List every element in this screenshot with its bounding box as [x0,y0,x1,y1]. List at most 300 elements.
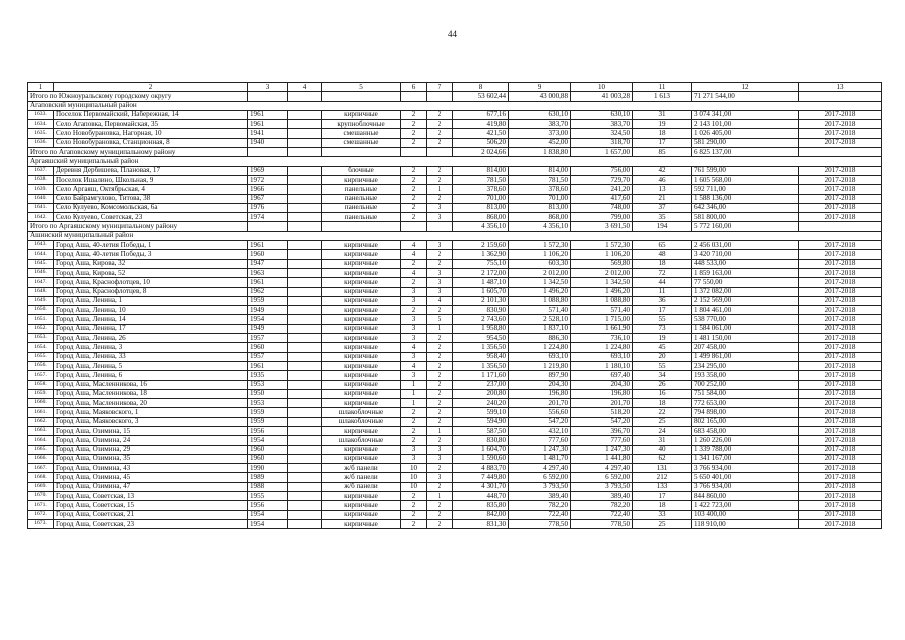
floors-cell: 3 [401,287,427,296]
column-number-cell: 1 [28,83,54,92]
area-cell: 1 590,60 [453,454,509,463]
area-cell: 419,80 [453,120,509,129]
empty-cell [288,389,322,398]
period-cell: 2017-2018 [799,175,882,184]
empty-cell [799,148,882,157]
area-cell: 240,20 [453,399,509,408]
area-premises-cell: 1 572,30 [509,241,571,250]
period-cell: 2017-2018 [799,120,882,129]
empty-cell [427,222,453,231]
floors-cell: 4 [401,241,427,250]
residents-cell: 36 [633,296,692,305]
area-cell: 1 958,80 [453,324,509,333]
period-cell: 2017-2018 [799,492,882,501]
row-number: 1661. [28,408,54,417]
area-residential-cell: 201,70 [571,399,633,408]
entrances-cell: 2 [427,343,453,352]
cost-cell: 844 860,00 [692,492,799,501]
entrances-cell: 2 [427,259,453,268]
period-cell: 2017-2018 [799,166,882,175]
residents-cell: 46 [633,175,692,184]
year-cell: 1961 [248,278,288,287]
area-residential-cell: 1 180,10 [571,361,633,370]
area-residential-cell: 196,80 [571,389,633,398]
entrances-cell: 2 [427,361,453,370]
wall-material-cell: ж/б панели [322,482,401,491]
empty-cell [288,473,322,482]
empty-cell [288,185,322,194]
row-number: 1658. [28,380,54,389]
address-cell: Деревня Дербишева, Плановая, 17 [54,166,248,175]
wall-material-cell: кирпичные [322,371,401,380]
row-number: 1657. [28,371,54,380]
empty-cell [288,241,322,250]
table-row [28,175,882,184]
wall-material-cell: кирпичные [322,380,401,389]
cost-cell: 642 346,00 [692,203,799,212]
table-row [28,352,882,361]
empty-cell [288,259,322,268]
district-section-row [28,101,882,110]
area-premises-cell: 1 224,80 [509,343,571,352]
residents-cell: 31 [633,110,692,119]
row-number: 1672. [28,510,54,519]
address-cell: Город Аша, Советская, 13 [54,492,248,501]
area-residential-cell: 518,20 [571,408,633,417]
residents-cell: 11 [633,287,692,296]
address-cell: Город Аша, Ленина, 14 [54,315,248,324]
area-residential-cell: 1 715,00 [571,315,633,324]
floors-cell: 2 [401,259,427,268]
wall-material-cell: шлакоблочные [322,436,401,445]
entrances-cell: 2 [427,352,453,361]
row-number: 1636. [28,138,54,147]
table-row [28,129,882,138]
area-premises-cell: 389,40 [509,492,571,501]
address-cell: Город Аша, Маяковского, 1 [54,408,248,417]
area-premises-cell: 1 247,30 [509,445,571,454]
wall-material-cell: кирпичные [322,454,401,463]
row-number: 1662. [28,417,54,426]
column-number-cell: 7 [427,83,453,92]
wall-material-cell: шлакоблочные [322,417,401,426]
year-cell: 1953 [248,380,288,389]
residents-cell: 13 [633,185,692,194]
area-premises-cell: 701,00 [509,194,571,203]
year-cell: 1956 [248,501,288,510]
row-number: 1639. [28,185,54,194]
entrances-cell: 1 [427,492,453,501]
total-area-residential: 1 657,00 [571,148,633,157]
area-premises-cell: 778,50 [509,519,571,528]
year-cell: 1957 [248,334,288,343]
period-cell: 2017-2018 [799,361,882,370]
year-cell: 1962 [248,287,288,296]
entrances-cell: 2 [427,519,453,528]
district-total-row [28,148,882,157]
residents-cell: 18 [633,501,692,510]
table-row [28,519,882,528]
row-number: 1663. [28,426,54,435]
period-cell: 2017-2018 [799,268,882,277]
area-premises-cell: 2 012,00 [509,268,571,277]
total-area-premises: 1 838,80 [509,148,571,157]
cost-cell: 2 152 569,00 [692,296,799,305]
entrances-cell: 3 [427,454,453,463]
address-cell: Город Аша, Озимина, 35 [54,454,248,463]
floors-cell: 2 [401,110,427,119]
row-number: 1664. [28,436,54,445]
district-name: Ашинский муниципальный район [28,231,882,240]
wall-material-cell: панельные [322,203,401,212]
area-cell: 448,70 [453,492,509,501]
floors-cell: 2 [401,501,427,510]
row-number: 1646. [28,268,54,277]
area-premises-cell: 1 219,80 [509,361,571,370]
residents-cell: 55 [633,361,692,370]
total-area-premises: 4 356,10 [509,222,571,231]
row-number: 1645. [28,259,54,268]
entrances-cell: 3 [427,203,453,212]
total-area: 53 602,44 [453,92,509,101]
area-residential-cell: 748,00 [571,203,633,212]
table-row [28,250,882,259]
period-cell: 2017-2018 [799,343,882,352]
period-cell: 2017-2018 [799,278,882,287]
row-number: 1633. [28,110,54,119]
floors-cell: 2 [401,185,427,194]
row-number: 1652. [28,324,54,333]
table-row [28,334,882,343]
table-row [28,482,882,491]
area-cell: 677,16 [453,110,509,119]
area-premises-cell: 814,00 [509,166,571,175]
district-total-row [28,222,882,231]
area-residential-cell: 1 572,30 [571,241,633,250]
empty-cell [288,296,322,305]
residents-cell: 40 [633,445,692,454]
row-number: 1673. [28,519,54,528]
cost-cell: 77 550,00 [692,278,799,287]
entrances-cell: 2 [427,408,453,417]
empty-cell [288,194,322,203]
period-cell: 2017-2018 [799,194,882,203]
area-cell: 868,00 [453,213,509,222]
empty-cell [288,110,322,119]
area-residential-cell: 571,40 [571,306,633,315]
column-number-cell: 13 [799,83,882,92]
cost-cell: 1 859 163,00 [692,268,799,277]
period-cell: 2017-2018 [799,241,882,250]
column-number-cell: 8 [453,83,509,92]
period-cell: 2017-2018 [799,334,882,343]
area-premises-cell: 693,10 [509,352,571,361]
table-row [28,464,882,473]
area-residential-cell: 729,70 [571,175,633,184]
table-row [28,120,882,129]
area-residential-cell: 383,70 [571,120,633,129]
address-cell: Город Аша, Ленина, 33 [54,352,248,361]
empty-cell [401,92,427,101]
entrances-cell: 2 [427,138,453,147]
address-cell: Город Аша, Ленина, 5 [54,361,248,370]
residents-cell: 18 [633,259,692,268]
table-row [28,361,882,370]
entrances-cell: 2 [427,306,453,315]
empty-cell [288,334,322,343]
address-cell: Город Аша, Озимина, 24 [54,436,248,445]
floors-cell: 2 [401,203,427,212]
period-cell: 2017-2018 [799,445,882,454]
empty-cell [288,315,322,324]
address-cell: Город Аша, Кирова, 32 [54,259,248,268]
address-cell: Город Аша, Ленина, 17 [54,324,248,333]
entrances-cell: 3 [427,445,453,454]
area-premises-cell: 378,60 [509,185,571,194]
area-residential-cell: 6 592,00 [571,473,633,482]
year-cell: 1950 [248,389,288,398]
district-total-row [28,92,882,101]
area-residential-cell: 389,40 [571,492,633,501]
cost-cell: 1 372 082,00 [692,287,799,296]
wall-material-cell: кирпичные [322,324,401,333]
wall-material-cell: кирпичные [322,343,401,352]
year-cell: 1966 [248,185,288,194]
total-residents: 1 613 [633,92,692,101]
floors-cell: 3 [401,315,427,324]
row-number: 1655. [28,352,54,361]
area-premises-cell: 373,00 [509,129,571,138]
entrances-cell: 3 [427,278,453,287]
table-row [28,166,882,175]
area-cell: 814,00 [453,166,509,175]
year-cell: 1988 [248,482,288,491]
area-cell: 831,30 [453,519,509,528]
address-cell: Село Кулуево, Советская, 23 [54,213,248,222]
area-premises-cell: 6 592,00 [509,473,571,482]
entrances-cell: 2 [427,399,453,408]
floors-cell: 3 [401,296,427,305]
district-name: Агаповский муниципальный район [28,101,882,110]
area-cell: 958,40 [453,352,509,361]
year-cell: 1961 [248,241,288,250]
empty-cell [799,222,882,231]
floors-cell: 10 [401,482,427,491]
empty-cell [288,436,322,445]
empty-cell [288,445,322,454]
floors-cell: 3 [401,371,427,380]
address-cell: Город Аша, Советская, 21 [54,510,248,519]
area-premises-cell: 630,10 [509,110,571,119]
period-cell: 2017-2018 [799,426,882,435]
table-row [28,110,882,119]
wall-material-cell: кирпичные [322,175,401,184]
year-cell: 1972 [248,175,288,184]
floors-cell: 2 [401,510,427,519]
cost-cell: 581 800,00 [692,213,799,222]
wall-material-cell: кирпичные [322,268,401,277]
empty-cell [288,482,322,491]
entrances-cell: 1 [427,426,453,435]
area-residential-cell: 1 661,90 [571,324,633,333]
wall-material-cell: кирпичные [322,361,401,370]
year-cell: 1969 [248,166,288,175]
empty-cell [288,250,322,259]
floors-cell: 2 [401,519,427,528]
cost-cell: 592 711,00 [692,185,799,194]
empty-cell [427,92,453,101]
table-row [28,473,882,482]
area-cell: 421,50 [453,129,509,138]
floors-cell: 1 [401,380,427,389]
empty-cell [288,148,322,157]
area-cell: 1 356,50 [453,361,509,370]
row-number: 1668. [28,473,54,482]
table-row [28,306,882,315]
empty-cell [401,148,427,157]
area-residential-cell: 2 012,00 [571,268,633,277]
table-row [28,389,882,398]
area-residential-cell: 1 106,20 [571,250,633,259]
year-cell: 1949 [248,306,288,315]
address-cell: Поселок Ишалино, Школьная, 9 [54,175,248,184]
area-premises-cell: 196,80 [509,389,571,398]
residents-cell: 18 [633,399,692,408]
area-residential-cell: 782,20 [571,501,633,510]
wall-material-cell: кирпичные [322,287,401,296]
empty-cell [288,120,322,129]
area-residential-cell: 778,50 [571,519,633,528]
wall-material-cell: крупноблочные [322,120,401,129]
address-cell: Город Аша, Кирова, 52 [54,268,248,277]
row-number: 1644. [28,250,54,259]
wall-material-cell: кирпичные [322,278,401,287]
floors-cell: 2 [401,194,427,203]
area-residential-cell: 722,40 [571,510,633,519]
wall-material-cell: кирпичные [322,501,401,510]
year-cell: 1959 [248,417,288,426]
area-cell: 701,00 [453,194,509,203]
wall-material-cell: кирпичные [322,259,401,268]
period-cell: 2017-2018 [799,138,882,147]
table-row [28,343,882,352]
area-premises-cell: 897,90 [509,371,571,380]
entrances-cell: 2 [427,334,453,343]
year-cell: 1976 [248,203,288,212]
table-row [28,380,882,389]
entrances-cell: 2 [427,482,453,491]
year-cell: 1960 [248,343,288,352]
cost-cell: 234 295,00 [692,361,799,370]
period-cell: 2017-2018 [799,482,882,491]
cost-cell: 5 650 401,00 [692,473,799,482]
residents-cell: 17 [633,138,692,147]
area-premises-cell: 571,40 [509,306,571,315]
wall-material-cell: панельные [322,185,401,194]
total-area: 2 024,66 [453,148,509,157]
floors-cell: 2 [401,129,427,138]
row-number: 1640. [28,194,54,203]
row-number: 1659. [28,389,54,398]
floors-cell: 1 [401,399,427,408]
address-cell: Город Аша, Ленина, 3 [54,343,248,352]
cost-cell: 538 770,00 [692,315,799,324]
area-cell: 2 101,30 [453,296,509,305]
row-number: 1643. [28,241,54,250]
row-number: 1634. [28,120,54,129]
column-number-cell: 3 [248,83,288,92]
address-cell: Поселок Первомайский, Набережная, 14 [54,110,248,119]
total-residents: 194 [633,222,692,231]
period-cell: 2017-2018 [799,287,882,296]
area-residential-cell: 736,10 [571,334,633,343]
area-cell: 1 362,90 [453,250,509,259]
area-cell: 237,00 [453,380,509,389]
empty-cell [288,352,322,361]
empty-cell [288,371,322,380]
empty-cell [322,92,401,101]
year-cell: 1940 [248,138,288,147]
row-number: 1649. [28,296,54,305]
area-cell: 2 159,60 [453,241,509,250]
area-residential-cell: 1 224,80 [571,343,633,352]
year-cell: 1935 [248,371,288,380]
address-cell: Город Аша, Ленина, 26 [54,334,248,343]
wall-material-cell: кирпичные [322,110,401,119]
empty-cell [288,464,322,473]
area-premises-cell: 782,20 [509,501,571,510]
table-row [28,417,882,426]
row-number: 1654. [28,343,54,352]
area-cell: 954,50 [453,334,509,343]
address-cell: Город Аша, Ленина, 1 [54,296,248,305]
year-cell: 1954 [248,510,288,519]
row-number: 1638. [28,175,54,184]
total-cost: 5 772 160,00 [692,222,799,231]
year-cell: 1959 [248,408,288,417]
entrances-cell: 2 [427,129,453,138]
empty-cell [322,222,401,231]
row-number: 1651. [28,315,54,324]
table-row [28,138,882,147]
empty-cell [288,417,322,426]
area-cell: 1 605,70 [453,287,509,296]
residents-cell: 35 [633,213,692,222]
entrances-cell: 2 [427,464,453,473]
empty-cell [288,166,322,175]
area-residential-cell: 3 793,50 [571,482,633,491]
floors-cell: 2 [401,426,427,435]
area-premises-cell: 1 496,20 [509,287,571,296]
residents-cell: 73 [633,324,692,333]
address-cell: Город Аша, Советская, 15 [54,501,248,510]
area-premises-cell: 204,30 [509,380,571,389]
year-cell: 1960 [248,445,288,454]
area-cell: 835,80 [453,501,509,510]
floors-cell: 4 [401,343,427,352]
empty-cell [401,222,427,231]
period-cell: 2017-2018 [799,510,882,519]
year-cell: 1954 [248,315,288,324]
cost-cell: 1 481 150,00 [692,334,799,343]
entrances-cell: 2 [427,389,453,398]
floors-cell: 1 [401,389,427,398]
cost-cell: 448 533,00 [692,259,799,268]
address-cell: Город Аша, 40-летия Победы, 1 [54,241,248,250]
address-cell: Город Аша, Краснофлотцев, 10 [54,278,248,287]
entrances-cell: 2 [427,510,453,519]
area-premises-cell: 547,20 [509,417,571,426]
